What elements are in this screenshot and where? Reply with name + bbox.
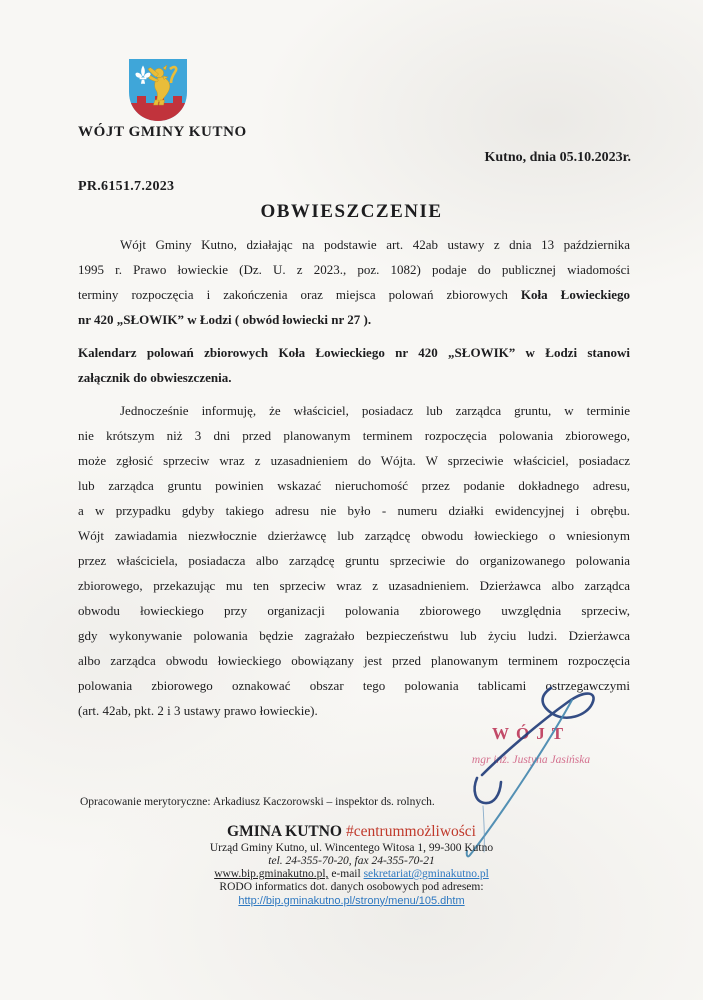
body-line xyxy=(78,573,630,598)
body-line xyxy=(78,598,630,623)
body-text: obwodu łowieckiego przy organizacji polowania zbiorowego uwzględnia sprzeciw, xyxy=(78,603,630,618)
footer-web-line xyxy=(0,869,703,881)
body-line xyxy=(78,548,630,573)
letterhead-footer xyxy=(0,823,703,907)
body-line xyxy=(78,365,630,390)
body-line xyxy=(78,473,630,498)
body-paragraph xyxy=(78,340,630,390)
body-text: albo zarządca obwodu łowieckiego obowiązany jest przed planowanym terminem rozpoczęcia xyxy=(78,653,630,668)
body-text: Jednocześnie informuję, że właściciel, posiadacz lub zarządca gruntu, w terminie xyxy=(120,403,630,418)
kutno-commune-coat-of-arms xyxy=(127,57,189,123)
body-text: zbiorowego, przekazując mu ten sprzeciw wraz z uzasadnieniem. Dzierżawca albo zarządca xyxy=(78,578,630,593)
footer-phone: tel. 24-355-70-20, fax 24-355-70-21 xyxy=(268,854,435,867)
body-line xyxy=(78,698,630,723)
body-text: 1995 r. Prawo łowieckie (Dz. U. z 2023., poz. 1082) podaje do publicznej wiadomości xyxy=(78,262,630,277)
footer-rodo-note: RODO informatics dot. danych osobowych pod adresem: xyxy=(219,881,484,894)
body-text-bold: Kalendarz polowań zbiorowych Koła Łowieckiego nr 420 „SŁOWIK” w Łodzi stanowi xyxy=(78,345,630,360)
footer-email-link[interactable]: sekretariat@gminakutno.pl xyxy=(363,868,489,881)
footer-rodo-line xyxy=(0,896,703,908)
body-text: a w przypadku gdyby takiego adresu nie było - numeru działki ewidencyjnej i obrębu. xyxy=(78,503,630,518)
body-line xyxy=(78,623,630,648)
footer-org-line xyxy=(0,823,703,841)
body-text: gdy wykonywanie polowania będzie zagrażało bezpieczeństwu lub życiu ludzi. Dzierżawca xyxy=(78,628,630,643)
document-body xyxy=(78,232,630,723)
reference-number: PR.6151.7.2023 xyxy=(78,179,175,194)
body-text: przez właściciela, posiadacza albo zarządcę gruntu sprzeciwie do organizowanego polowania xyxy=(78,553,630,568)
issuing-office-title: WÓJT GMINY KUTNO xyxy=(78,124,247,140)
signature-stamp-title: WÓJT xyxy=(491,724,571,743)
body-line xyxy=(78,257,630,282)
body-line xyxy=(78,648,630,673)
signature-stamp-name: mgr inż. Justyna Jasińska xyxy=(471,754,591,766)
body-text: terminy rozpoczęcia i zakończenia oraz miejsca polowań zbiorowych xyxy=(78,287,521,302)
footer-email-label: e-mail xyxy=(331,868,361,881)
body-text: Wójt Gminy Kutno, działając na podstawie art. 42ab ustawy z dnia 13 października xyxy=(120,237,630,252)
body-line xyxy=(78,232,630,257)
footer-org-name: GMINA KUTNO xyxy=(227,823,342,840)
footer-www[interactable]: www.bip.gminakutno.pl, xyxy=(214,868,329,881)
body-paragraph xyxy=(78,232,630,332)
footer-rodo-url-link[interactable]: http://bip.gminakutno.pl/strony/menu/105.dhtm xyxy=(238,894,465,907)
body-text: Wójt zawiadamia niezwłocznie dzierżawcę lub zarządcę obwodu łowieckiego o wniesionym xyxy=(78,528,630,543)
body-text: polowania zbiorowego oznakować obszar tego polowania tablicami ostrzegawczymi xyxy=(78,678,630,693)
body-line xyxy=(78,282,630,307)
body-paragraph xyxy=(78,398,630,723)
body-line xyxy=(78,673,630,698)
body-text-bold: nr 420 „SŁOWIK” w Łodzi ( obwód łowiecki nr 27 ). xyxy=(78,312,372,327)
body-text: lub zarządca gruntu powinien wskazać nieruchomość przez podanie dokładnego adresu, xyxy=(78,478,630,493)
body-line xyxy=(78,398,630,423)
body-line xyxy=(78,448,630,473)
body-text-bold: załącznik do obwieszczenia. xyxy=(78,370,232,385)
body-line xyxy=(78,423,630,448)
body-line xyxy=(78,498,630,523)
body-line xyxy=(78,340,630,365)
body-text: nie krótszym niż 3 dni przed planowanym terminem rozpoczęcia polowania zbiorowego, xyxy=(78,428,630,443)
body-line xyxy=(78,307,630,332)
document-date: Kutno, dnia 05.10.2023r. xyxy=(484,150,631,165)
footer-address: Urząd Gminy Kutno, ul. Wincentego Witosa 1, 99-300 Kutno xyxy=(209,841,494,854)
body-text-bold: Koła Łowieckiego xyxy=(520,287,630,302)
footer-hashtag: #centrummożliwości xyxy=(345,823,476,840)
body-text: (art. 42ab, pkt. 2 i 3 ustawy prawo łowieckie). xyxy=(78,703,318,718)
body-line xyxy=(78,523,630,548)
editorial-footnote: Opracowanie merytoryczne: Arkadiusz Kaczorowski – inspektor ds. rolnych. xyxy=(80,796,435,808)
document-title: OBWIESZCZENIE xyxy=(260,201,443,222)
body-text: może zgłosić sprzeciw wraz z uzasadnieniem do Wójta. W sprzeciwie właściciel, posiadacz xyxy=(78,453,630,468)
